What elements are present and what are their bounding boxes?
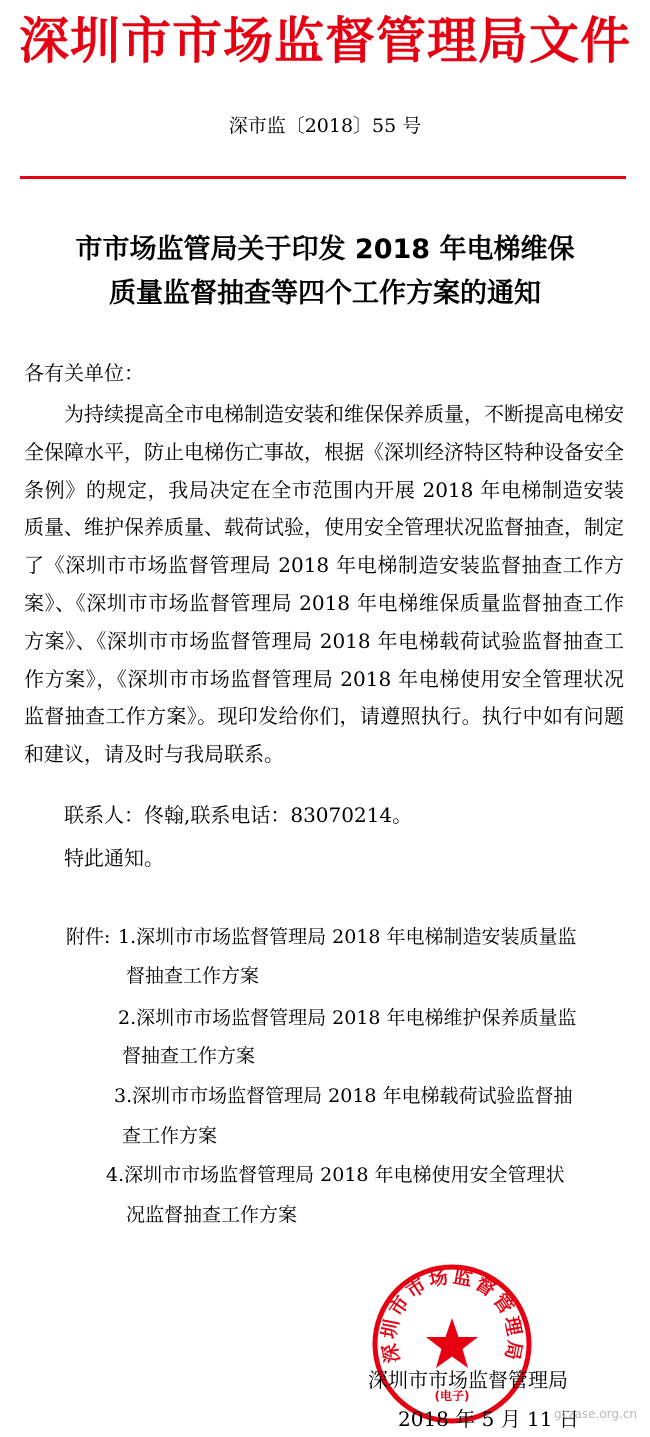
attachments-prefix: 附件: <box>66 926 111 948</box>
attachment-2-line-1: 2.深圳市市场监督管理局 2018 年电梯维护保养质量监 <box>118 1007 577 1029</box>
salutation: 各有关单位： <box>24 361 144 385</box>
attachment-3-line-2: 查工作方案 <box>122 1125 218 1147</box>
official-seal <box>370 1262 534 1426</box>
seal-arc-text: 深圳市市场监督管理局 <box>378 1265 526 1365</box>
attachment-4-line-2: 况监督抽查工作方案 <box>126 1204 298 1226</box>
attachment-1-line-2: 督抽查工作方案 <box>126 965 260 987</box>
attachment-2-line-2: 督抽查工作方案 <box>122 1045 256 1067</box>
red-divider <box>20 176 626 179</box>
document-number: 深市监〔2018〕55 号 <box>228 115 422 137</box>
attachment-3-line-1: 3.深圳市市场监督管理局 2018 年电梯载荷试验监督抽 <box>114 1085 573 1107</box>
site-watermark: gczase.org.cn <box>554 1407 638 1421</box>
issuer-header: 深圳市市场监督管理局文件 <box>19 12 631 70</box>
body-paragraph: 为持续提高全市电梯制造安装和维保保养质量，不断提高电梯安全保障水平，防止电梯伤亡事故，根据《深圳经济特区特种设备安全条例》的规定，我局决定在全市范围内开展 2018 年电梯制造安装质量、维护保养质量、载荷试验，使用安全管理状况监督抽查，制定了《深圳市市场监督管理局 2018 年电梯制造安装监督抽查工作方案》、《深圳市市场监督管理局 2018 年电梯维保质量监督抽查工作方案》、《深圳市市场监督管理局 2018 年电梯载荷试验监督抽查工作方案》，《深圳市市场监督管理局 2018 年电梯使用安全管理状况监督抽查工作方案》。现印发给你们，请遵照执行。执行中如有问题和建议，请及时与我局联系。 <box>24 402 624 767</box>
issue-date: 2018 年 5 月 11 日 <box>398 1407 579 1431</box>
closing-line: 特此通知。 <box>64 846 164 870</box>
attachment-4-line-1: 4.深圳市市场监督管理局 2018 年电梯使用安全管理状 <box>106 1164 565 1186</box>
title-line-1: 市市场监管局关于印发 2018 年电梯维保 <box>75 234 575 265</box>
seal-star-icon <box>426 1318 478 1368</box>
document-title <box>0 228 650 316</box>
contact-line: 联系人：佟翰,联系电话：83070214。 <box>64 803 413 827</box>
title-line-2: 质量监督抽查等四个工作方案的通知 <box>109 278 541 309</box>
seal-subtext: (电子) <box>434 1389 470 1403</box>
attachment-1-line-1: 1.深圳市市场监督管理局 2018 年电梯制造安装质量监 <box>118 926 577 948</box>
issuer-signature: 深圳市市场监督管理局 <box>368 1368 568 1392</box>
